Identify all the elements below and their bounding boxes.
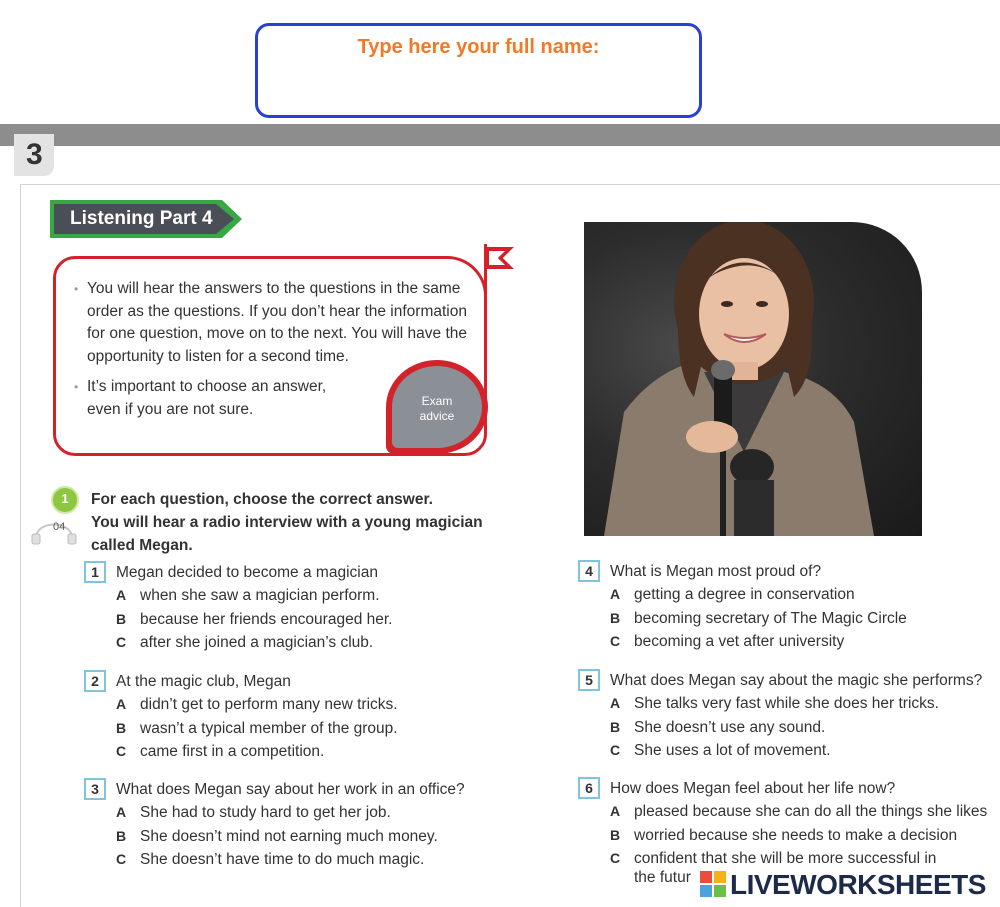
question-stem: What does Megan say about her work in an office? — [116, 781, 465, 798]
page-header-band — [0, 124, 1000, 146]
option-letter: A — [116, 696, 127, 712]
question-number: 2 — [84, 670, 106, 692]
option-letter: C — [610, 850, 621, 866]
instructions-line-2: You will hear a radio interview with a young magician called Megan. — [91, 514, 483, 554]
option-text: She uses a lot of movement. — [634, 742, 831, 759]
badge-line-1: Exam — [421, 394, 453, 408]
question-stem: How does Megan feel about her life now? — [610, 780, 896, 797]
option-letter: A — [610, 586, 621, 602]
advice-bullet-1: • You will hear the answers to the questions in the same order as the questions. If you don’t hear the information for one question, move on to the next. You will have the opportunity to listen for a second time. — [74, 278, 472, 368]
option-letter: A — [116, 804, 127, 820]
option-text: came first in a competition. — [140, 743, 325, 760]
option-text: when she saw a magician perform. — [140, 587, 380, 604]
advice-bullet-2: • It’s important to choose an answer, even if you are not sure. — [74, 376, 364, 421]
option-c-continuation: the futur — [634, 869, 691, 886]
option-letter: C — [116, 743, 127, 759]
activity-instructions — [91, 488, 501, 557]
option-letter: A — [610, 695, 621, 711]
option-text: She doesn’t mind not earning much money. — [140, 827, 438, 845]
page-number: 3 — [26, 138, 43, 171]
option-letter: C — [610, 742, 621, 758]
magician-photo — [584, 222, 922, 536]
option-text: becoming a vet after university — [634, 633, 845, 650]
question-stem: Megan decided to become a magician — [116, 564, 378, 581]
option-letter: C — [116, 851, 127, 867]
liveworksheets-logo-icon — [700, 871, 726, 897]
option-text: She doesn’t use any sound. — [634, 718, 826, 736]
liveworksheets-watermark: LIVEWORKSHEETS — [730, 869, 986, 900]
question-stem: What does Megan say about the magic she performs? — [610, 672, 983, 689]
option-letter: A — [610, 803, 621, 819]
option-text: worried because she needs to make a decision — [634, 826, 958, 844]
question-number: 1 — [84, 561, 106, 583]
option-text: She had to study hard to get her job. — [140, 804, 391, 821]
option-text: becoming secretary of The Magic Circle — [634, 609, 907, 627]
instructions-line-1: For each question, choose the correct answer. — [91, 491, 433, 508]
full-name-input[interactable] — [272, 68, 685, 108]
option-text: getting a degree in conservation — [634, 586, 855, 603]
option-letter: B — [610, 826, 621, 843]
question-stem: What is Megan most proud of? — [610, 563, 822, 580]
option-letter: B — [610, 718, 621, 735]
page-border-top — [20, 184, 1000, 185]
section-title: Listening Part 4 — [70, 208, 213, 229]
audio-track-number: 04 — [53, 521, 66, 533]
option-letter: B — [116, 610, 127, 627]
question-number: 3 — [84, 778, 106, 800]
badge-line-2: advice — [419, 409, 455, 423]
page-border-left — [20, 184, 21, 907]
question-number: 6 — [578, 777, 600, 799]
option-letter: A — [116, 587, 127, 603]
exam-advice-badge-label — [392, 394, 482, 424]
option-text: She talks very fast while she does her tricks. — [634, 695, 939, 712]
option-text: wasn’t a typical member of the group. — [140, 719, 398, 737]
question-stem: At the magic club, Megan — [116, 673, 291, 690]
option-letter: C — [116, 634, 127, 650]
option-letter: B — [116, 827, 127, 844]
magician-illustration — [584, 222, 922, 536]
activity-number: 1 — [61, 491, 69, 506]
question-number: 5 — [578, 669, 600, 691]
option-text: She doesn’t have time to do much magic. — [140, 851, 425, 868]
option-text: didn’t get to perform many new tricks. — [140, 696, 398, 713]
option-text: confident that she will be more successful in — [634, 850, 937, 867]
option-letter: C — [610, 633, 621, 649]
name-label: Type here your full name: — [357, 36, 600, 58]
question-number: 4 — [578, 560, 600, 582]
option-letter: B — [610, 609, 621, 626]
option-text: after she joined a magician’s club. — [140, 634, 374, 651]
option-text: pleased because she can do all the things she likes — [634, 803, 988, 820]
name-box — [255, 23, 702, 118]
option-letter: B — [116, 719, 127, 736]
option-text: because her friends encouraged her. — [140, 610, 393, 628]
